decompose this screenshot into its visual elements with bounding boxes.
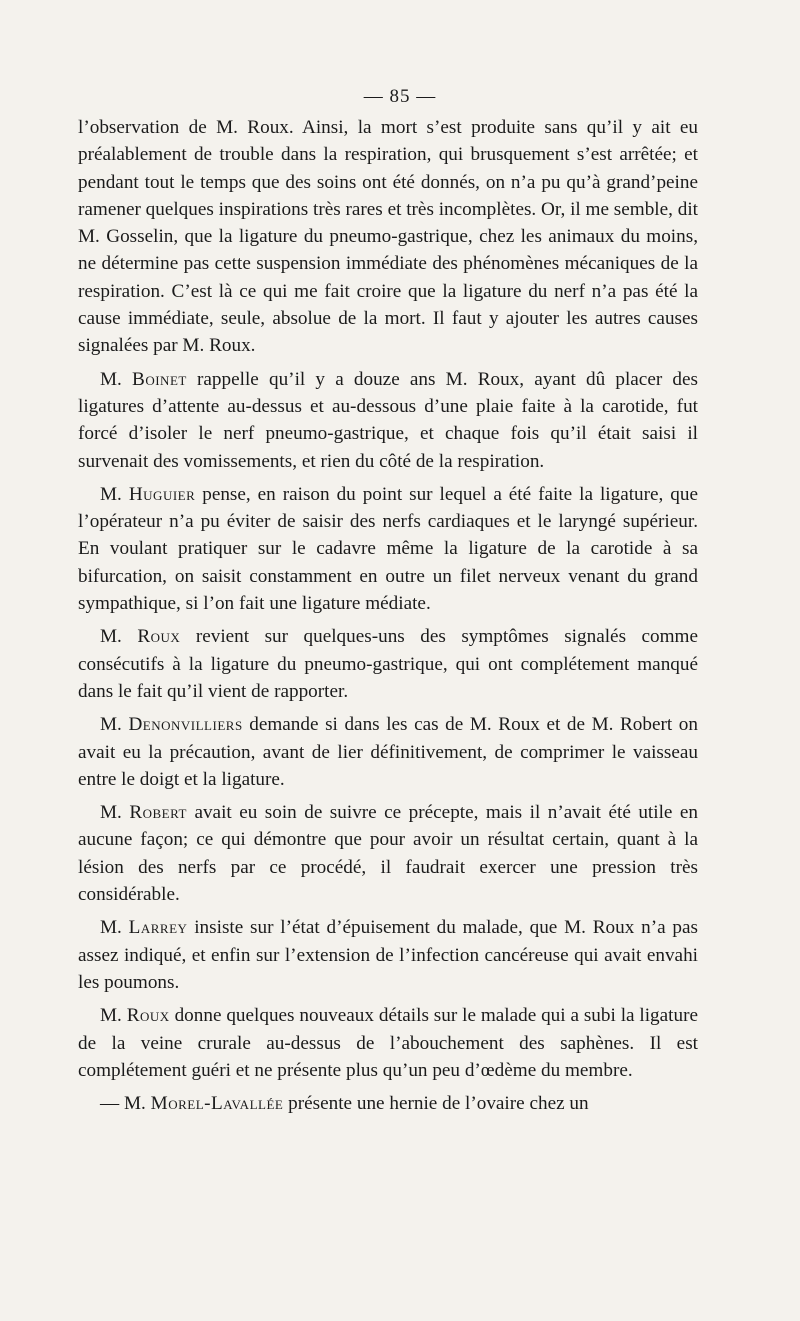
- speaker-prefix: M.: [100, 483, 129, 505]
- paragraph-morel-lavallee: [78, 1090, 698, 1117]
- speaker-name: Roux: [126, 1005, 170, 1027]
- speaker-prefix: M.: [100, 1005, 127, 1027]
- speaker-prefix: M.: [100, 714, 129, 736]
- body-text: [78, 114, 698, 1117]
- paragraph-robert: [78, 799, 698, 908]
- paragraph-roux-2: [78, 1002, 698, 1084]
- paragraph-text: rappelle qu’il y a douze ans M. Roux, ayant dû placer des ligatures d’attente au-dessus et au-dessous d’une plaie faite à la carotide, fut forcé d’isoler le nerf pneumo-gastrique, et chaque fois qu’il était saisi il survenait des vomissements, et rien du côté de la respiration.: [78, 368, 698, 472]
- paragraph-denonvilliers: [78, 711, 698, 793]
- speaker-prefix: M.: [100, 368, 133, 390]
- speaker-name: Morel-Lavallée: [150, 1093, 284, 1115]
- speaker-name: Robert: [129, 802, 187, 824]
- page-number: — 85 —: [363, 86, 437, 107]
- paragraph-text: demande si dans les cas de M. Roux et de M. Robert on avait eu la précaution, avant de lier définitivement, de comprimer le vaisseau entre le doigt et la ligature.: [78, 714, 698, 790]
- paragraph-huguier: [78, 481, 698, 617]
- paragraph-continuation: l’observation de M. Roux. Ainsi, la mort s’est produite sans qu’il y ait eu préalablement de trouble dans la respiration, qui brusquement s’est arrêtée; et pendant tout le temps que des soins ont été donnés, on n’a pu qu’à grand’peine ramener quelques inspirations très rares et très incomplètes. Or, il me semble, dit M. Gosselin, que la ligature du pneumo-gastrique, chez les animaux du moins, ne détermine pas cette suspension immédiate des phénomènes mécaniques de la respiration. C’est là ce qui me fait croire que la ligature du nerf n’a pas été la cause immédiate, seule, absolue de la mort. Il faut y ajouter les autres causes signalées par M. Roux.: [78, 117, 698, 357]
- paragraph-text: pense, en raison du point sur lequel a été faite la ligature, que l’opérateur n’a pu éviter de saisir des nerfs cardiaques et le laryngé supérieur. En voulant pratiquer sur le cadavre même la ligature de la carotide à sa bifurcation, on saisit constamment en outre un filet nerveux venant du grand sympathique, si l’on fait une ligature médiate.: [78, 483, 698, 615]
- speaker-name: Denonvilliers: [128, 714, 243, 736]
- paragraph-larrey: [78, 914, 698, 996]
- paragraph-text: donne quelques nouveaux détails sur le malade qui a subi la ligature de la veine crurale au-dessus de l’abouchement des saphènes. Il est complétement guéri et ne présente plus qu’un peu d’œdème du membre.: [78, 1005, 699, 1081]
- speaker-name: Boinet: [132, 368, 187, 390]
- paragraph-text: insiste sur l’état d’épuisement du malade, que M. Roux n’a pas assez indiqué, et enfin sur l’extension de l’infection cancéreuse qui avait envahi les poumons.: [78, 917, 699, 993]
- speaker-prefix: M.: [100, 626, 138, 648]
- paragraph-text: revient sur quelques-uns des symptômes signalés comme consécutifs à la ligature du pneumo-gastrique, qui ont complétement manqué dans le fait qu’il vient de rapporter.: [78, 626, 698, 702]
- speaker-name: Larrey: [128, 917, 188, 939]
- speaker-prefix: — M.: [100, 1093, 151, 1115]
- speaker-name: Roux: [137, 626, 181, 648]
- paragraph-text: présente une hernie de l’ovaire chez un: [283, 1093, 589, 1115]
- speaker-prefix: M.: [100, 917, 129, 939]
- speaker-name: Huguier: [128, 483, 196, 505]
- paragraph-roux: [78, 623, 698, 705]
- paragraph-boinet: [78, 366, 698, 475]
- paragraph-text: avait eu soin de suivre ce précepte, mais il n’avait été utile en aucune façon; ce qui démontre que pour avoir un résultat certain, quant à la lésion des nerfs par ce procédé, il faudrait exercer une pression très considérable.: [78, 802, 698, 906]
- speaker-prefix: M.: [100, 802, 130, 824]
